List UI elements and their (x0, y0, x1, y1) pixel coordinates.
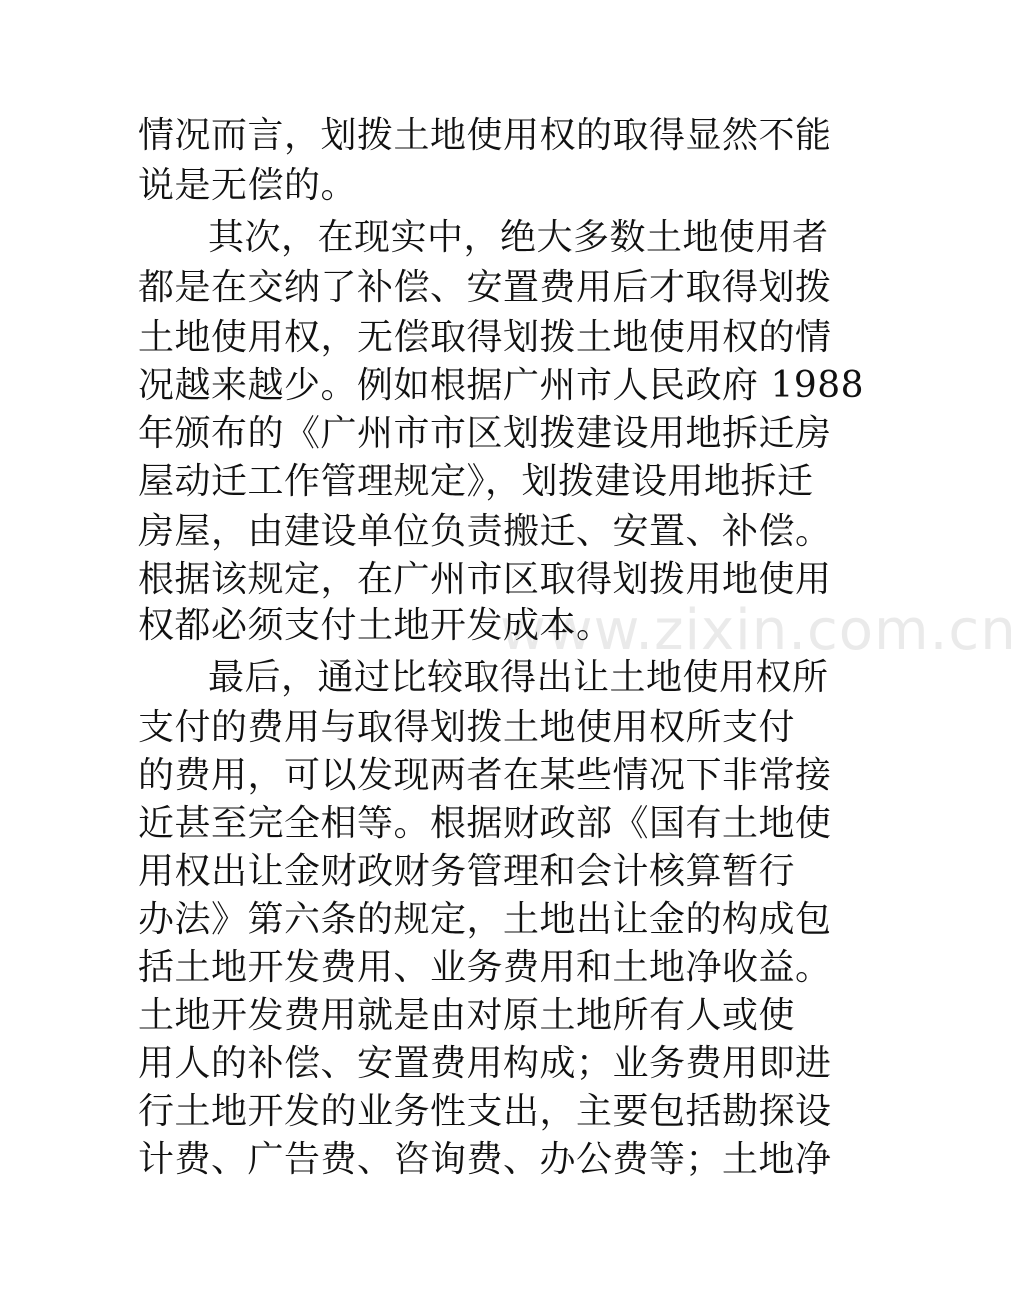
text-line: 支付的费用与取得划拨土地使用权所支付 (138, 707, 796, 748)
text-line: 权都必须支付土地开发成本。 (138, 605, 613, 646)
text-line: 都是在交纳了补偿、安置费用后才取得划拨 (138, 267, 832, 308)
text-line: 房屋，由建设单位负责搬迁、安置、补偿。 (138, 511, 832, 552)
text-line: 土地开发费用就是由对原土地所有人或使 (138, 995, 796, 1036)
text-line: 办法》第六条的规定，土地出让金的构成包 (138, 899, 832, 940)
text-line: 年颁布的《广州市市区划拨建设用地拆迁房 (138, 413, 832, 454)
text-line: 用人的补偿、安置费用构成；业务费用即进 (138, 1043, 832, 1084)
text-line: 计费、广告费、咨询费、办公费等；土地净 (138, 1139, 832, 1180)
text-line: 括土地开发费用、业务费用和土地净收益。 (138, 947, 832, 988)
text-line: 屋动迁工作管理规定》，划拨建设用地拆迁 (138, 461, 814, 502)
watermark: www.zixin.com.cn (500, 598, 1017, 663)
text-line: 土地使用权，无偿取得划拨土地使用权的情 (138, 317, 832, 358)
text-line: 近甚至完全相等。根据财政部《国有土地使 (138, 803, 832, 844)
paragraph-start-line: 其次，在现实中，绝大多数土地使用者 (208, 217, 829, 258)
text-line: 情况而言，划拨土地使用权的取得显然不能 (138, 115, 832, 156)
text-line: 说是无偿的。 (138, 165, 358, 206)
text-line: 行土地开发的业务性支出，主要包括勘探设 (138, 1091, 832, 1132)
paragraph-start-line: 最后，通过比较取得出让土地使用权所 (208, 657, 829, 698)
text-line: 用权出让金财政财务管理和会计核算暂行 (138, 851, 796, 892)
text-line: 况越来越少。例如根据广州市人民政府 1988 (138, 365, 865, 406)
text-line: 根据该规定，在广州市区取得划拨用地使用 (138, 559, 832, 600)
text-line: 的费用，可以发现两者在某些情况下非常接 (138, 755, 832, 796)
